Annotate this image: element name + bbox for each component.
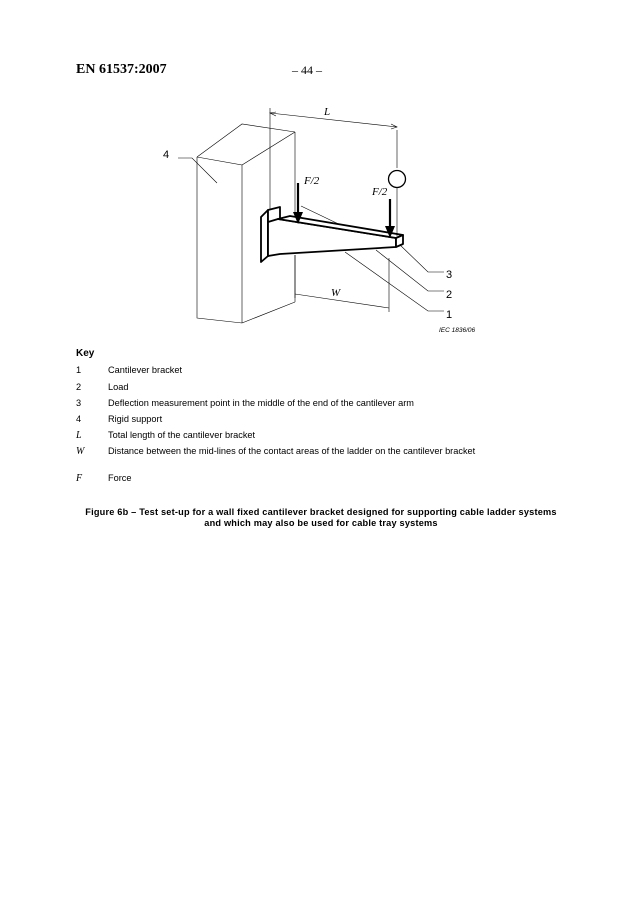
key-symbol: 4	[76, 414, 82, 424]
callout-4: 4	[163, 149, 170, 161]
label-l: L	[324, 106, 331, 118]
key-symbol: F	[76, 473, 83, 484]
key-description: Deflection measurement point in the middle of the end of the cantilever arm	[108, 398, 414, 408]
key-description: Rigid support	[108, 414, 163, 424]
document-id: EN 61537:2007	[76, 62, 167, 77]
key-description: Cantilever bracket	[108, 365, 183, 375]
key-symbol: W	[76, 446, 85, 457]
key-description: Distance between the mid-lines of the contact areas of the ladder on the cantilever bracket	[108, 446, 476, 456]
figure-caption	[76, 507, 566, 529]
callout-1: 1	[446, 309, 453, 321]
label-force-right: F/2	[372, 186, 388, 198]
page-number: – 44 –	[292, 63, 322, 77]
key-symbol: 2	[76, 382, 82, 392]
test-setup-figure	[0, 0, 638, 340]
key-title: Key	[76, 348, 95, 359]
dimension-l	[270, 108, 397, 215]
label-force-left: F/2	[304, 175, 320, 187]
iec-reference: IEC 1836/06	[439, 327, 476, 334]
key-symbol: L	[76, 430, 82, 441]
dimension-w	[295, 255, 389, 312]
callout-3: 3	[446, 269, 453, 281]
key-description: Total length of the cantilever bracket	[108, 430, 256, 440]
key-description: Load	[108, 382, 129, 392]
label-w: W	[331, 287, 341, 299]
caption-line-2: and which may also be used for cable tray systems	[204, 518, 438, 528]
key-symbol: 3	[76, 398, 82, 408]
callout-2: 2	[446, 289, 453, 301]
key-description: Force	[108, 473, 132, 483]
caption-line-1: Figure 6b – Test set-up for a wall fixed cantilever bracket designed for supporting cable ladder systems	[85, 507, 557, 517]
key-symbol: 1	[76, 365, 82, 375]
cantilever-bracket	[261, 207, 403, 262]
